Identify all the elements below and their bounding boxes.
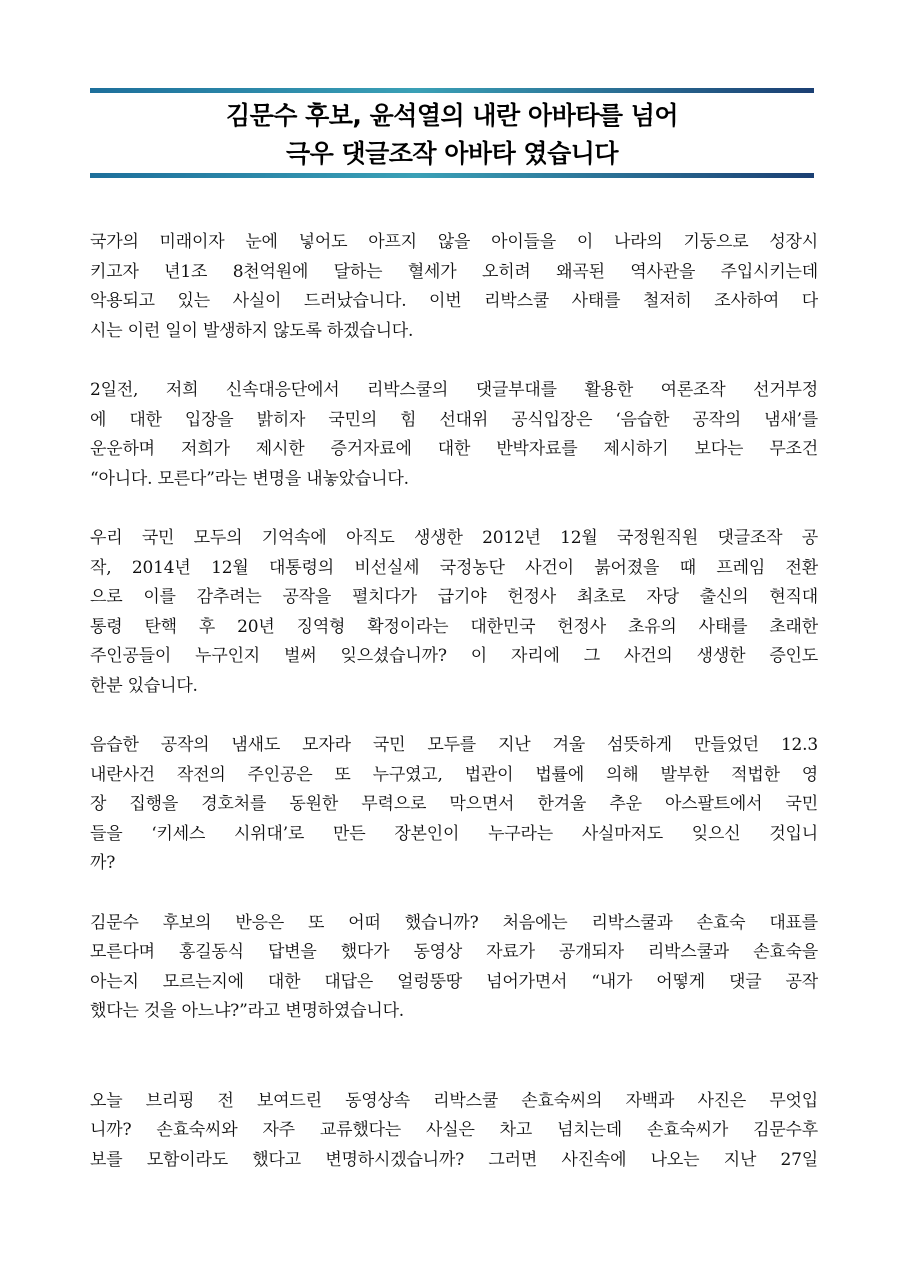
text-line: 장 집행을 경호처를 동원한 무력으로 막으면서 한겨울 추운 아스팔트에서 국민 — [90, 794, 818, 814]
text-line: 통령 탄핵 후 20년 징역형 확정이라는 대한민국 헌정사 초유의 사태를 초래한 — [90, 616, 818, 637]
text-line: 오늘 브리핑 전 보여드린 동영상속 리박스쿨 손효숙씨의 자백과 사진은 무엇입 — [90, 1090, 818, 1111]
text-line: 악용되고 있는 사실이 드러났습니다. 이번 리박스쿨 사태를 철저히 조사하여 다 — [90, 291, 818, 311]
paragraph-2 — [90, 376, 818, 494]
title-block — [90, 88, 814, 178]
text-line: 주인공들이 누구인지 벌써 잊으셨습니까? 이 자리에 그 사건의 생생한 증인도 — [90, 646, 818, 666]
text-line: 운운하며 저희가 제시한 증거자료에 대한 반박자료를 제시하기 보다는 무조건 — [90, 439, 818, 459]
text-line: 했다는 것을 아느냐?”라고 변명하였습니다. — [90, 1001, 404, 1021]
text-line: 까? — [90, 853, 116, 873]
document-body — [90, 228, 818, 1175]
text-line: 보를 모함이라도 했다고 변명하시겠습니까? 그러면 사진속에 나오는 지난 27일 — [90, 1149, 818, 1170]
paragraph-gap — [90, 1027, 818, 1087]
text-line: 한분 있습니다. — [90, 675, 198, 696]
text-line: 모른다며 홍길동식 답변을 했다가 동영상 자료가 공개되자 리박스쿨과 손효숙을 — [90, 942, 818, 962]
text-line: 2일전, 저희 신속대응단에서 리박스쿨의 댓글부대를 활용한 여론조작 선거부정 — [90, 380, 818, 400]
text-line: 국가의 미래이자 눈에 넣어도 아프지 않을 아이들을 이 나라의 기둥으로 성장시 — [90, 232, 818, 252]
text-line: 에 대한 입장을 밝히자 국민의 힘 선대위 공식입장은 ‘음습한 공작의 냄새’를 — [90, 409, 818, 430]
title-top-rule — [90, 88, 814, 93]
paragraph-1 — [90, 228, 818, 346]
paragraph-gap — [90, 879, 818, 909]
text-line: 아는지 모르는지에 대한 대답은 얼렁뚱땅 넘어가면서 “내가 어떻게 댓글 공작 — [90, 971, 818, 992]
text-line: 니까? 손효숙씨와 자주 교류했다는 사실은 차고 넘치는데 손효숙씨가 김문수후 — [90, 1120, 818, 1140]
text-line: 으로 이를 감추려는 공작을 펼치다가 급기야 헌정사 최초로 자당 출신의 현직대 — [90, 587, 818, 607]
text-line: 우리 국민 모두의 기억속에 아직도 생생한 2012년 12월 국정원직원 댓글조작 공 — [90, 528, 818, 548]
title-line-2: 극우 댓글조작 아바타 였습니다 — [285, 139, 619, 168]
text-line: 작, 2014년 12월 대통령의 비선실세 국정농단 사건이 붉어졌을 때 프레임 전환 — [90, 557, 818, 578]
text-line: 들을 ‘키세스 시위대’로 만든 장본인이 누구라는 사실마저도 잊으신 것입니 — [90, 823, 818, 844]
text-line: 김문수 후보의 반응은 또 어떠 했습니까? 처음에는 리박스쿨과 손효숙 대표를 — [90, 912, 818, 933]
paragraph-5 — [90, 909, 818, 1027]
text-line: “아니다. 모른다”라는 변명을 내놓았습니다. — [90, 468, 409, 489]
title-bottom-rule — [90, 173, 814, 178]
paragraph-3 — [90, 524, 818, 701]
paragraph-gap — [90, 701, 818, 731]
paragraph-4 — [90, 731, 818, 879]
paragraph-gap — [90, 346, 818, 376]
paragraph-6 — [90, 1087, 818, 1176]
text-line: 키고자 년1조 8천억원에 달하는 혈세가 오히려 왜곡된 역사관을 주입시키는데 — [90, 261, 818, 282]
text-line: 내란사건 작전의 주인공은 또 누구였고, 법관이 법률에 의해 발부한 적법한 영 — [90, 764, 818, 785]
text-line: 시는 이런 일이 발생하지 않도록 하겠습니다. — [90, 320, 414, 341]
paragraph-gap — [90, 494, 818, 524]
text-line: 음습한 공작의 냄새도 모자라 국민 모두를 지난 겨울 섬뜻하게 만들었던 12.3 — [90, 735, 818, 755]
title-line-1: 김문수 후보, 윤석열의 내란 아바타를 넘어 — [225, 101, 679, 130]
